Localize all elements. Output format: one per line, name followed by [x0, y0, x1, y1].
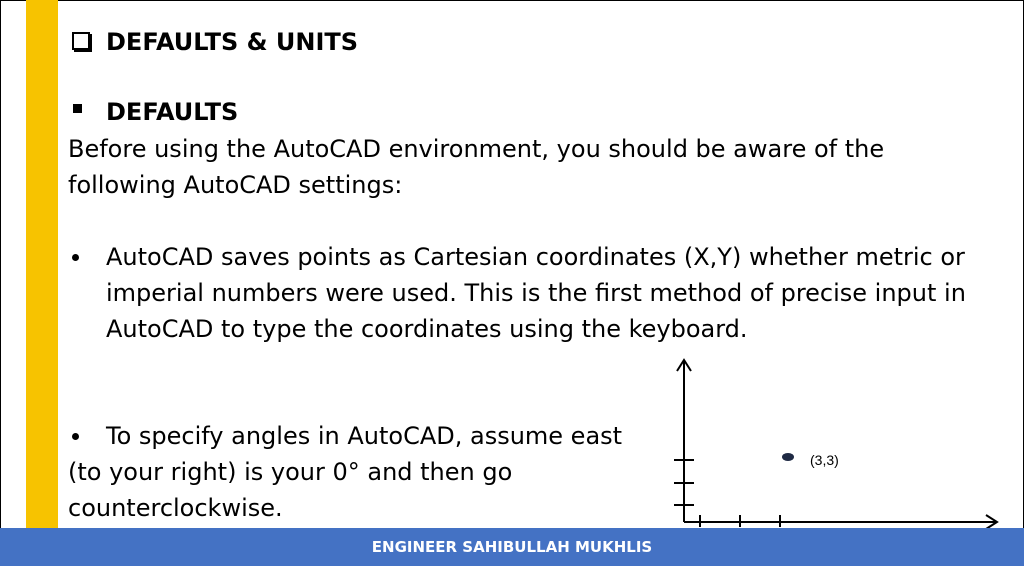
footer-text: ENGINEER SAHIBULLAH MUKHLIS — [371, 538, 653, 556]
bullet2-line-1: To specify angles in AutoCAD, assume east — [106, 422, 623, 450]
bullet2-line-3: counterclockwise. — [68, 494, 283, 522]
slide-title: DEFAULTS & UNITS — [106, 28, 359, 56]
square-bullet-icon — [73, 104, 82, 113]
intro-line-1: Before using the AutoCAD environment, you should be aware of the — [68, 135, 885, 163]
footer-bottom-strip — [0, 566, 1024, 576]
subheading: DEFAULTS — [106, 98, 239, 126]
bullet-dot-icon — [72, 433, 79, 440]
coordinate-axes-diagram — [660, 355, 1005, 530]
bullet1-line-2: imperial numbers were used. This is the first method of precise input in — [106, 279, 966, 307]
point-label: (3,3) — [810, 452, 839, 468]
intro-line-2: following AutoCAD settings: — [68, 171, 403, 199]
point-marker — [782, 453, 794, 461]
bullet2-line-2: (to your right) is your 0° and then go — [68, 458, 513, 486]
bullet1-line-3: AutoCAD to type the coordinates using the keyboard. — [106, 315, 748, 343]
accent-bar — [26, 0, 58, 576]
bullet1-line-1: AutoCAD saves points as Cartesian coordinates (X,Y) whether metric or — [106, 243, 965, 271]
checkbox-bullet-icon — [72, 32, 90, 50]
bullet-dot-icon — [72, 254, 79, 261]
footer-bar — [0, 528, 1024, 566]
